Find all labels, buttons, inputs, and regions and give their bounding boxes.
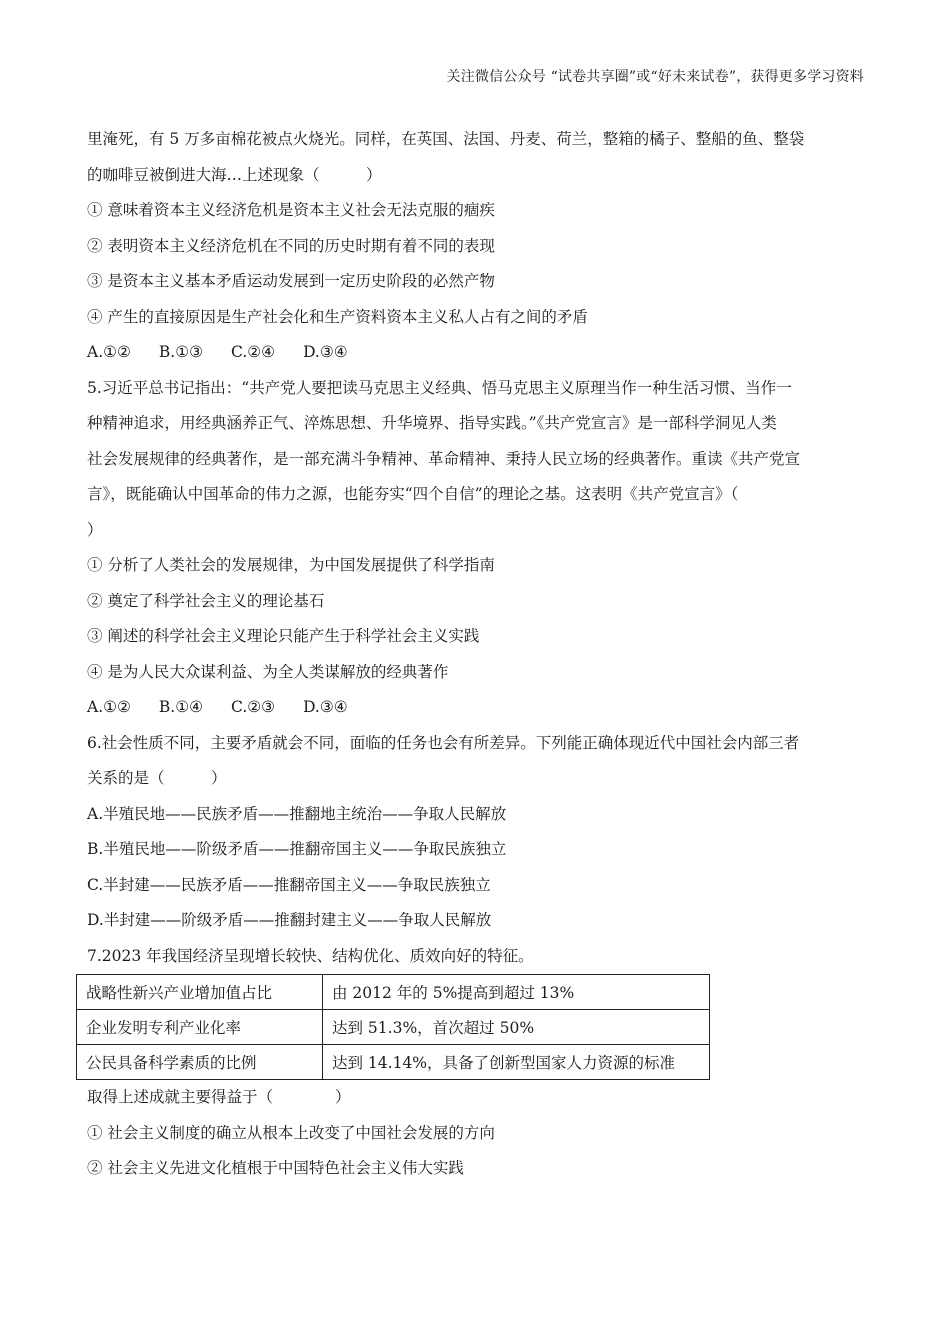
- table-cell: 达到 14.14%，具备了创新型国家人力资源的标准: [323, 1045, 710, 1080]
- q5-statement-1: ① 分析了人类社会的发展规律，为中国发展提供了科学指南: [87, 556, 495, 574]
- table-row: [77, 975, 710, 1010]
- q4-option-b: B.①③: [158, 343, 204, 361]
- q7-question: 取得上述成就主要得益于（ ）: [87, 1088, 351, 1106]
- table-cell: 战略性新兴产业增加值占比: [77, 975, 323, 1010]
- question-7: [87, 939, 877, 1187]
- q7-statement-1: ① 社会主义制度的确立从根本上改变了中国社会发展的方向: [87, 1123, 495, 1142]
- page-header-note: 关注微信公众号 “试卷共享圈”或“好未来试卷”，获得更多学习资料: [446, 69, 864, 85]
- q5-stem-line: 5.习近平总书记指出：“共产党人要把读马克思主义经典、悟马克思主义原理当作一种生活习惯、当作一: [87, 378, 792, 397]
- question-4-continued: [87, 122, 877, 371]
- q5-statement-4: ④ 是为人民大众谋利益、为全人类谋解放的经典著作: [87, 662, 449, 681]
- table-cell: 由 2012 年的 5%提高到超过 13%: [323, 975, 710, 1010]
- table-cell: 企业发明专利产业化率: [77, 1010, 323, 1045]
- q6-stem-line: 关系的是（ ）: [87, 769, 227, 787]
- q7-data-table: [76, 974, 710, 1080]
- exam-content: [87, 122, 877, 1187]
- question-6: [87, 726, 877, 939]
- q5-statement-2: ② 奠定了科学社会主义的理论基石: [87, 591, 325, 610]
- q5-options: [87, 690, 877, 726]
- q4-statement-4: ④ 产生的直接原因是生产社会化和生产资料资本主义私人占有之间的矛盾: [87, 307, 588, 326]
- q4-statement-1: ① 意味着资本主义经济危机是资本主义社会无法克服的痼疾: [87, 201, 495, 219]
- q5-option-d: D.③④: [303, 698, 348, 716]
- q6-stem-line: 6.社会性质不同，主要矛盾就会不同，面临的任务也会有所差异。下列能正确体现近代中国社会内部三者: [87, 733, 800, 752]
- q5-stem-line: 社会发展规律的经典著作，是一部充满斗争精神、革命精神、秉持人民立场的经典著作。重读《共产党宣: [87, 449, 801, 468]
- table-row: [77, 1045, 710, 1080]
- q6-choice-d: D.半封建——阶级矛盾——推翻封建主义——争取人民解放: [87, 911, 492, 929]
- q5-option-c: C.②③: [231, 698, 276, 716]
- q6-choice-a: A.半殖民地——民族矛盾——推翻地主统治——争取人民解放: [87, 804, 507, 823]
- q4-statement-3: ③ 是资本主义基本矛盾运动发展到一定历史阶段的必然产物: [87, 272, 495, 290]
- q5-stem-line: 种精神追求，用经典涵养正气、淬炼思想、升华境界、指导实践。”《共产党宣言》是一部科学洞见人类: [87, 414, 777, 432]
- table-row: [77, 1010, 710, 1045]
- q4-option-c: C.②④: [231, 343, 276, 361]
- q4-stem-line: 的咖啡豆被倒进大海…上述现象（ ）: [87, 165, 382, 184]
- q7-intro: 7.2023 年我国经济呈现增长较快、结构优化、质效向好的特征。: [87, 946, 534, 965]
- q5-stem-line: 言》，既能确认中国革命的伟力之源，也能夯实“四个自信”的理论之基。这表明《共产党宣言》（: [87, 485, 739, 503]
- q5-option-b: B.①④: [158, 698, 204, 716]
- q4-options: [87, 335, 877, 371]
- q6-choice-b: B.半殖民地——阶级矛盾——推翻帝国主义——争取民族独立: [87, 840, 507, 858]
- q4-stem-line: 里淹死，有 5 万多亩棉花被点火烧光。同样，在英国、法国、丹麦、荷兰，整箱的橘子、整船的鱼、整袋: [87, 130, 805, 148]
- table-cell: 公民具备科学素质的比例: [77, 1045, 323, 1080]
- q6-choice-c: C.半封建——民族矛盾——推翻帝国主义——争取民族独立: [87, 875, 491, 894]
- q4-option-a: A.①②: [87, 343, 131, 361]
- q5-stem-line: ）: [87, 520, 103, 539]
- q4-option-d: D.③④: [303, 343, 348, 361]
- q4-statement-2: ② 表明资本主义经济危机在不同的历史时期有着不同的表现: [87, 236, 495, 255]
- q5-statement-3: ③ 阐述的科学社会主义理论只能产生于科学社会主义实践: [87, 627, 480, 645]
- q5-option-a: A.①②: [87, 698, 131, 716]
- table-cell: 达到 51.3%，首次超过 50%: [323, 1010, 710, 1045]
- q7-statement-2: ② 社会主义先进文化植根于中国特色社会主义伟大实践: [87, 1159, 464, 1177]
- question-5: [87, 371, 877, 726]
